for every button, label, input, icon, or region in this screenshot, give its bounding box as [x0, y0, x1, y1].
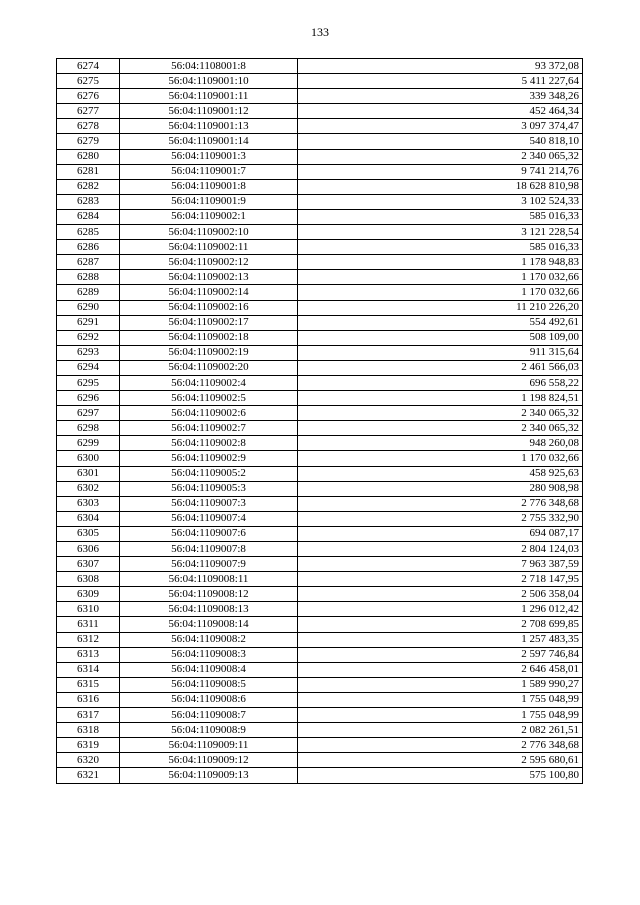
table-row [57, 194, 583, 209]
cadastral-value-cell: 2 340 065,32 [298, 149, 583, 164]
cadastral-number-cell: 56:04:1109009:13 [120, 768, 298, 783]
cadastral-value-cell: 3 097 374,47 [298, 119, 583, 134]
table-row [57, 391, 583, 406]
table-row [57, 496, 583, 511]
table-body [57, 59, 583, 784]
row-number-cell: 6311 [57, 617, 120, 632]
table-row [57, 59, 583, 74]
table-row [57, 738, 583, 753]
table-row [57, 104, 583, 119]
cadastral-number-cell: 56:04:1109008:3 [120, 647, 298, 662]
cadastral-number-cell: 56:04:1109009:11 [120, 738, 298, 753]
cadastral-number-cell: 56:04:1109002:13 [120, 270, 298, 285]
row-number-cell: 6281 [57, 164, 120, 179]
cadastral-number-cell: 56:04:1109008:7 [120, 708, 298, 723]
row-number-cell: 6302 [57, 481, 120, 496]
cadastral-value-cell: 1 170 032,66 [298, 451, 583, 466]
cadastral-value-cell: 2 804 124,03 [298, 542, 583, 557]
cadastral-number-cell: 56:04:1109002:7 [120, 421, 298, 436]
row-number-cell: 6303 [57, 496, 120, 511]
cadastral-number-cell: 56:04:1109008:2 [120, 632, 298, 647]
cadastral-value-cell: 452 464,34 [298, 104, 583, 119]
cadastral-number-cell: 56:04:1109007:6 [120, 526, 298, 541]
cadastral-value-cell: 2 082 261,51 [298, 723, 583, 738]
cadastral-value-cell: 93 372,08 [298, 59, 583, 74]
row-number-cell: 6286 [57, 240, 120, 255]
cadastral-number-cell: 56:04:1109008:4 [120, 662, 298, 677]
cadastral-number-cell: 56:04:1109002:19 [120, 345, 298, 360]
table-row [57, 315, 583, 330]
cadastral-value-cell: 280 908,98 [298, 481, 583, 496]
cadastral-value-cell: 18 628 810,98 [298, 179, 583, 194]
table-row [57, 285, 583, 300]
row-number-cell: 6299 [57, 436, 120, 451]
table-row [57, 406, 583, 421]
cadastral-number-cell: 56:04:1109002:9 [120, 451, 298, 466]
row-number-cell: 6274 [57, 59, 120, 74]
table-row [57, 708, 583, 723]
table-row [57, 164, 583, 179]
cadastral-value-cell: 7 963 387,59 [298, 557, 583, 572]
table-row [57, 542, 583, 557]
row-number-cell: 6294 [57, 360, 120, 375]
table-row [57, 134, 583, 149]
table-row [57, 557, 583, 572]
table-row [57, 466, 583, 481]
table-row [57, 662, 583, 677]
cadastral-number-cell: 56:04:1109009:12 [120, 753, 298, 768]
cadastral-number-cell: 56:04:1109008:14 [120, 617, 298, 632]
table-row [57, 753, 583, 768]
cadastral-number-cell: 56:04:1109002:6 [120, 406, 298, 421]
cadastral-number-cell: 56:04:1109008:5 [120, 677, 298, 692]
cadastral-number-cell: 56:04:1109005:3 [120, 481, 298, 496]
table-row [57, 436, 583, 451]
cadastral-value-cell: 575 100,80 [298, 768, 583, 783]
cadastral-number-cell: 56:04:1109001:10 [120, 74, 298, 89]
table-row [57, 526, 583, 541]
table-row [57, 225, 583, 240]
cadastral-number-cell: 56:04:1109007:4 [120, 511, 298, 526]
cadastral-number-cell: 56:04:1109001:14 [120, 134, 298, 149]
row-number-cell: 6284 [57, 209, 120, 224]
cadastral-value-cell: 2 595 680,61 [298, 753, 583, 768]
row-number-cell: 6282 [57, 179, 120, 194]
row-number-cell: 6292 [57, 330, 120, 345]
row-number-cell: 6277 [57, 104, 120, 119]
cadastral-value-cell: 11 210 226,20 [298, 300, 583, 315]
row-number-cell: 6312 [57, 632, 120, 647]
row-number-cell: 6283 [57, 194, 120, 209]
cadastral-value-cell: 2 776 348,68 [298, 738, 583, 753]
table-row [57, 723, 583, 738]
cadastral-number-cell: 56:04:1109002:5 [120, 391, 298, 406]
row-number-cell: 6290 [57, 300, 120, 315]
row-number-cell: 6296 [57, 391, 120, 406]
cadastral-value-cell: 1 755 048,99 [298, 708, 583, 723]
row-number-cell: 6295 [57, 375, 120, 390]
table-row [57, 270, 583, 285]
table-row [57, 74, 583, 89]
row-number-cell: 6315 [57, 677, 120, 692]
row-number-cell: 6279 [57, 134, 120, 149]
table-row [57, 632, 583, 647]
cadastral-number-cell: 56:04:1109001:12 [120, 104, 298, 119]
cadastral-value-cell: 2 597 746,84 [298, 647, 583, 662]
cadastral-value-cell: 2 340 065,32 [298, 421, 583, 436]
cadastral-number-cell: 56:04:1109001:11 [120, 89, 298, 104]
cadastral-number-cell: 56:04:1109002:18 [120, 330, 298, 345]
table-row [57, 345, 583, 360]
cadastral-value-cell: 1 178 948,83 [298, 255, 583, 270]
cadastral-value-cell: 3 121 228,54 [298, 225, 583, 240]
row-number-cell: 6275 [57, 74, 120, 89]
cadastral-value-cell: 694 087,17 [298, 526, 583, 541]
row-number-cell: 6293 [57, 345, 120, 360]
cadastral-value-cell: 1 170 032,66 [298, 270, 583, 285]
row-number-cell: 6300 [57, 451, 120, 466]
row-number-cell: 6285 [57, 225, 120, 240]
cadastral-value-cell: 1 755 048,99 [298, 692, 583, 707]
cadastral-number-cell: 56:04:1109008:9 [120, 723, 298, 738]
cadastral-value-cell: 508 109,00 [298, 330, 583, 345]
table-row [57, 692, 583, 707]
cadastral-value-cell: 458 925,63 [298, 466, 583, 481]
cadastral-number-cell: 56:04:1109001:9 [120, 194, 298, 209]
cadastral-number-cell: 56:04:1109002:1 [120, 209, 298, 224]
row-number-cell: 6289 [57, 285, 120, 300]
row-number-cell: 6317 [57, 708, 120, 723]
row-number-cell: 6301 [57, 466, 120, 481]
cadastral-number-cell: 56:04:1109002:10 [120, 225, 298, 240]
cadastral-value-cell: 2 340 065,32 [298, 406, 583, 421]
cadastral-value-cell: 948 260,08 [298, 436, 583, 451]
cadastral-number-cell: 56:04:1109002:8 [120, 436, 298, 451]
cadastral-number-cell: 56:04:1109002:12 [120, 255, 298, 270]
cadastral-value-table [56, 58, 583, 784]
table-row [57, 360, 583, 375]
cadastral-number-cell: 56:04:1109007:9 [120, 557, 298, 572]
row-number-cell: 6310 [57, 602, 120, 617]
table-row [57, 421, 583, 436]
row-number-cell: 6320 [57, 753, 120, 768]
row-number-cell: 6278 [57, 119, 120, 134]
table-row [57, 119, 583, 134]
cadastral-number-cell: 56:04:1109001:8 [120, 179, 298, 194]
table-row [57, 617, 583, 632]
table-row [57, 179, 583, 194]
row-number-cell: 6308 [57, 572, 120, 587]
row-number-cell: 6306 [57, 542, 120, 557]
cadastral-number-cell: 56:04:1109002:4 [120, 375, 298, 390]
cadastral-value-cell: 5 411 227,64 [298, 74, 583, 89]
row-number-cell: 6309 [57, 587, 120, 602]
table-row [57, 149, 583, 164]
row-number-cell: 6318 [57, 723, 120, 738]
row-number-cell: 6316 [57, 692, 120, 707]
table-row [57, 89, 583, 104]
row-number-cell: 6304 [57, 511, 120, 526]
cadastral-value-cell: 1 296 012,42 [298, 602, 583, 617]
cadastral-value-cell: 2 755 332,90 [298, 511, 583, 526]
cadastral-number-cell: 56:04:1109007:3 [120, 496, 298, 511]
row-number-cell: 6321 [57, 768, 120, 783]
row-number-cell: 6319 [57, 738, 120, 753]
row-number-cell: 6276 [57, 89, 120, 104]
table-row [57, 240, 583, 255]
table-row [57, 209, 583, 224]
cadastral-number-cell: 56:04:1109008:6 [120, 692, 298, 707]
cadastral-value-cell: 585 016,33 [298, 240, 583, 255]
cadastral-number-cell: 56:04:1109008:13 [120, 602, 298, 617]
cadastral-number-cell: 56:04:1109001:7 [120, 164, 298, 179]
cadastral-number-cell: 56:04:1109005:2 [120, 466, 298, 481]
row-number-cell: 6280 [57, 149, 120, 164]
cadastral-number-cell: 56:04:1109001:13 [120, 119, 298, 134]
row-number-cell: 6297 [57, 406, 120, 421]
cadastral-value-cell: 585 016,33 [298, 209, 583, 224]
cadastral-value-cell: 1 170 032,66 [298, 285, 583, 300]
cadastral-value-cell: 696 558,22 [298, 375, 583, 390]
cadastral-number-cell: 56:04:1109002:11 [120, 240, 298, 255]
cadastral-number-cell: 56:04:1109002:17 [120, 315, 298, 330]
table-row [57, 587, 583, 602]
table-row [57, 300, 583, 315]
table-row [57, 451, 583, 466]
table-row [57, 602, 583, 617]
cadastral-number-cell: 56:04:1109008:12 [120, 587, 298, 602]
cadastral-value-cell: 2 461 566,03 [298, 360, 583, 375]
cadastral-value-cell: 2 718 147,95 [298, 572, 583, 587]
page-number: 133 [311, 25, 329, 39]
row-number-cell: 6288 [57, 270, 120, 285]
table-row [57, 768, 583, 783]
cadastral-value-cell: 9 741 214,76 [298, 164, 583, 179]
cadastral-value-cell: 911 315,64 [298, 345, 583, 360]
cadastral-number-cell: 56:04:1109007:8 [120, 542, 298, 557]
cadastral-value-cell: 1 198 824,51 [298, 391, 583, 406]
cadastral-value-cell: 540 818,10 [298, 134, 583, 149]
cadastral-value-cell: 3 102 524,33 [298, 194, 583, 209]
cadastral-number-cell: 56:04:1109008:11 [120, 572, 298, 587]
table-row [57, 330, 583, 345]
row-number-cell: 6314 [57, 662, 120, 677]
table-row [57, 647, 583, 662]
table-row [57, 255, 583, 270]
cadastral-number-cell: 56:04:1109002:20 [120, 360, 298, 375]
cadastral-number-cell: 56:04:1108001:8 [120, 59, 298, 74]
cadastral-value-cell: 554 492,61 [298, 315, 583, 330]
cadastral-number-cell: 56:04:1109002:16 [120, 300, 298, 315]
cadastral-value-cell: 1 257 483,35 [298, 632, 583, 647]
cadastral-value-cell: 2 708 699,85 [298, 617, 583, 632]
cadastral-value-cell: 1 589 990,27 [298, 677, 583, 692]
cadastral-number-cell: 56:04:1109002:14 [120, 285, 298, 300]
table-row [57, 677, 583, 692]
cadastral-value-cell: 339 348,26 [298, 89, 583, 104]
row-number-cell: 6307 [57, 557, 120, 572]
row-number-cell: 6305 [57, 526, 120, 541]
row-number-cell: 6298 [57, 421, 120, 436]
table-row [57, 572, 583, 587]
row-number-cell: 6291 [57, 315, 120, 330]
row-number-cell: 6313 [57, 647, 120, 662]
cadastral-value-cell: 2 776 348,68 [298, 496, 583, 511]
table-row [57, 375, 583, 390]
cadastral-value-cell: 2 506 358,04 [298, 587, 583, 602]
row-number-cell: 6287 [57, 255, 120, 270]
table-row [57, 511, 583, 526]
cadastral-number-cell: 56:04:1109001:3 [120, 149, 298, 164]
cadastral-value-cell: 2 646 458,01 [298, 662, 583, 677]
table-row [57, 481, 583, 496]
